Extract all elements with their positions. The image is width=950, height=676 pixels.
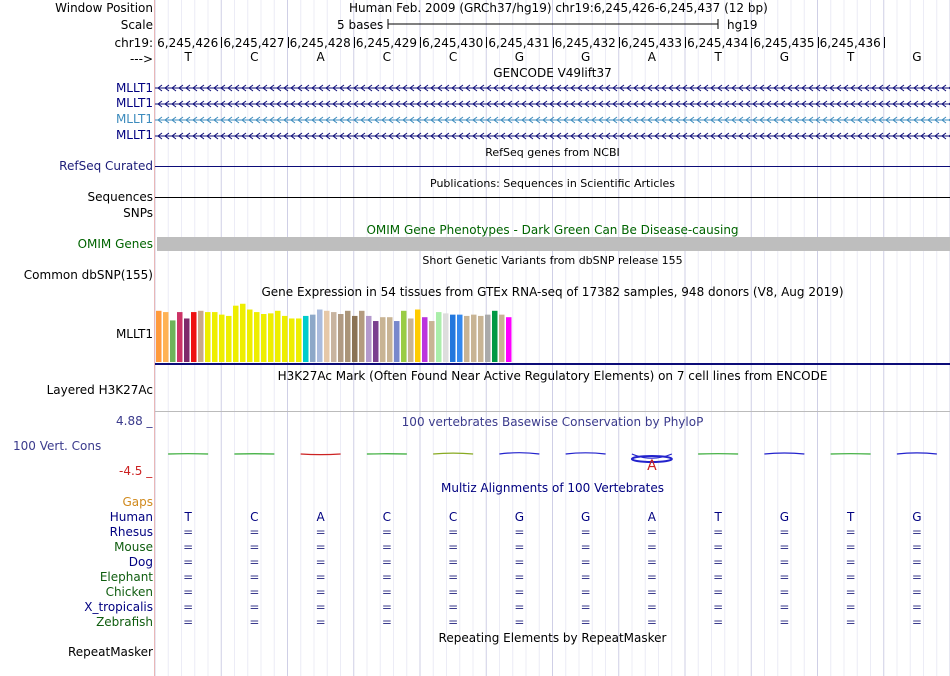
base-letter: A bbox=[316, 50, 325, 64]
gencode-gene-label-2[interactable]: MLLT1 bbox=[115, 96, 153, 110]
gtex-tissue-bar bbox=[443, 313, 449, 362]
gtex-tissue-bar bbox=[324, 311, 330, 362]
gtex-expression-bars[interactable] bbox=[155, 298, 950, 366]
gencode-gene-label-1[interactable]: MLLT1 bbox=[115, 81, 153, 95]
alignment-base: = bbox=[249, 585, 260, 599]
alignment-base: = bbox=[315, 570, 326, 584]
alignment-base: = bbox=[183, 615, 194, 629]
alignment-base: = bbox=[779, 540, 790, 554]
alignment-base: = bbox=[249, 570, 260, 584]
gtex-tissue-bar bbox=[359, 311, 365, 362]
alignment-base: = bbox=[514, 540, 525, 554]
position-tick bbox=[553, 37, 554, 48]
gtex-tissue-bar bbox=[506, 317, 512, 362]
gtex-tissue-bar bbox=[296, 318, 302, 362]
alignment-base: = bbox=[646, 585, 657, 599]
h3k27ac-track-title: H3K27Ac Mark (Often Found Near Active Regulatory Elements) on 7 cell lines from ENCODE bbox=[277, 369, 828, 383]
gencode-gene-label-3[interactable]: MLLT1 bbox=[115, 112, 153, 126]
alignment-base: = bbox=[646, 570, 657, 584]
refseq-gene-line[interactable] bbox=[155, 166, 950, 167]
gtex-tissue-bar bbox=[289, 318, 295, 362]
alignment-base: = bbox=[845, 585, 856, 599]
alignment-base: = bbox=[183, 555, 194, 569]
base-letter: T bbox=[846, 50, 855, 64]
position-tick bbox=[619, 37, 620, 48]
alignment-base: = bbox=[381, 600, 392, 614]
alignment-base: = bbox=[315, 585, 326, 599]
alignment-base: = bbox=[911, 585, 922, 599]
alignment-base: = bbox=[183, 585, 194, 599]
alignment-base: = bbox=[845, 555, 856, 569]
gtex-tissue-bar bbox=[247, 310, 253, 362]
alignment-base: = bbox=[580, 540, 591, 554]
alignment-base: = bbox=[381, 540, 392, 554]
alignment-base: = bbox=[911, 615, 922, 629]
base-letter: G bbox=[514, 50, 525, 64]
alignment-base: = bbox=[713, 540, 724, 554]
alignment-base: = bbox=[779, 615, 790, 629]
position-tick-label: 6,245,434 bbox=[687, 36, 749, 50]
gtex-tissue-bar bbox=[394, 321, 400, 362]
strand-arrow: ---> bbox=[129, 52, 153, 66]
gtex-tissue-bar bbox=[436, 312, 442, 362]
alignment-base: = bbox=[315, 600, 326, 614]
alignment-base: G bbox=[779, 510, 790, 524]
gencode-gene-label-4[interactable]: MLLT1 bbox=[115, 128, 153, 142]
alignment-base: = bbox=[315, 615, 326, 629]
alignment-base: = bbox=[183, 525, 194, 539]
alignment-base: = bbox=[514, 570, 525, 584]
gtex-tissue-bar bbox=[261, 314, 267, 362]
dbsnp-label[interactable]: Common dbSNP(155) bbox=[23, 268, 153, 282]
phylop-score-mark bbox=[301, 454, 341, 455]
position-tick-label: 6,245,429 bbox=[355, 36, 417, 50]
alignment-base: A bbox=[316, 510, 325, 524]
gtex-tissue-bar bbox=[310, 315, 316, 362]
alignment-base: = bbox=[381, 525, 392, 539]
position-tick bbox=[354, 37, 355, 48]
species-label[interactable]: Dog bbox=[128, 555, 153, 569]
species-label[interactable]: Human bbox=[109, 510, 153, 524]
alignment-base: T bbox=[714, 510, 722, 524]
gtex-tissue-bar bbox=[317, 310, 323, 362]
alignment-base: C bbox=[382, 510, 392, 524]
position-tick bbox=[288, 37, 289, 48]
position-tick bbox=[486, 37, 487, 48]
gtex-tissue-bar bbox=[478, 316, 484, 362]
alignment-base: = bbox=[381, 615, 392, 629]
publications-track-title: Publications: Sequences in Scientific Articles bbox=[430, 177, 675, 190]
gtex-tissue-bar bbox=[170, 320, 176, 362]
phylop-glyph-letter: A bbox=[647, 458, 657, 472]
gtex-tissue-bar bbox=[492, 311, 498, 362]
alignment-base: = bbox=[845, 615, 856, 629]
gtex-tissue-bar bbox=[163, 312, 169, 362]
alignment-base: = bbox=[448, 585, 459, 599]
gtex-tissue-bar bbox=[184, 318, 190, 362]
alignment-base: = bbox=[646, 555, 657, 569]
alignment-base: = bbox=[448, 555, 459, 569]
position-tick bbox=[818, 37, 819, 48]
alignment-base: = bbox=[911, 540, 922, 554]
position-tick-label: 6,245,426 bbox=[157, 36, 219, 50]
alignment-base: = bbox=[646, 540, 657, 554]
alignment-base: A bbox=[647, 510, 656, 524]
alignment-base: = bbox=[514, 615, 525, 629]
alignment-base: = bbox=[713, 570, 724, 584]
alignment-base: T bbox=[846, 510, 855, 524]
gtex-tissue-bar bbox=[254, 312, 260, 362]
alignment-base: = bbox=[779, 570, 790, 584]
gaps-label[interactable]: Gaps bbox=[122, 495, 153, 509]
phylop-scores[interactable] bbox=[155, 436, 950, 472]
alignment-base: = bbox=[646, 600, 657, 614]
gtex-gene-label[interactable]: MLLT1 bbox=[115, 327, 153, 341]
alignment-base: = bbox=[448, 615, 459, 629]
alignment-base: = bbox=[315, 540, 326, 554]
alignment-base: T bbox=[184, 510, 192, 524]
alignment-base: = bbox=[845, 600, 856, 614]
window-position-value[interactable]: Human Feb. 2009 (GRCh37/hg19) chr19:6,245,426-6,245,437 (12 bp) bbox=[349, 1, 768, 15]
dbsnp-track-title: Short Genetic Variants from dbSNP release 155 bbox=[422, 254, 683, 267]
phylop-label[interactable]: 100 Vert. Cons bbox=[13, 439, 102, 453]
gencode-track-title: GENCODE V49lift37 bbox=[493, 66, 612, 80]
alignment-base: = bbox=[779, 525, 790, 539]
position-tick-label: 6,245,436 bbox=[819, 36, 881, 50]
gtex-tissue-bar bbox=[366, 316, 372, 362]
alignment-base: = bbox=[249, 615, 260, 629]
refseq-label[interactable]: RefSeq Curated bbox=[59, 159, 153, 173]
scale-label: Scale bbox=[120, 18, 153, 32]
gtex-tissue-bar bbox=[485, 315, 491, 362]
gtex-tissue-bar bbox=[240, 304, 246, 362]
alignment-base: = bbox=[646, 615, 657, 629]
alignment-base: = bbox=[911, 525, 922, 539]
gtex-tissue-bar bbox=[177, 312, 183, 362]
gtex-tissue-bar bbox=[156, 311, 162, 362]
phylop-ymin: -4.5 _ bbox=[119, 464, 153, 478]
alignment-base: = bbox=[845, 525, 856, 539]
alignment-base: = bbox=[580, 525, 591, 539]
alignment-base: = bbox=[249, 540, 260, 554]
alignment-base: = bbox=[713, 525, 724, 539]
species-label[interactable]: Mouse bbox=[114, 540, 153, 554]
alignment-base: = bbox=[845, 540, 856, 554]
gtex-tissue-bar bbox=[303, 316, 309, 362]
gtex-tissue-bar bbox=[422, 317, 428, 362]
gtex-tissue-bar bbox=[212, 312, 218, 362]
alignment-base: = bbox=[779, 585, 790, 599]
alignment-base: = bbox=[448, 600, 459, 614]
phylop-track-title: 100 vertebrates Basewise Conservation by PhyloP bbox=[401, 415, 704, 429]
alignment-base: = bbox=[448, 525, 459, 539]
position-tick-label: 6,245,430 bbox=[422, 36, 484, 50]
alignment-base: G bbox=[580, 510, 591, 524]
alignment-base: = bbox=[315, 525, 326, 539]
alignment-base: = bbox=[315, 555, 326, 569]
base-letter: G bbox=[779, 50, 790, 64]
base-letter: T bbox=[184, 50, 192, 64]
alignment-base: = bbox=[646, 525, 657, 539]
alignment-base: = bbox=[713, 555, 724, 569]
repeatmasker-track-title: Repeating Elements by RepeatMasker bbox=[438, 631, 667, 645]
species-label[interactable]: X_tropicalis bbox=[84, 600, 153, 614]
alignment-base: = bbox=[580, 570, 591, 584]
alignment-base: = bbox=[580, 585, 591, 599]
alignment-base: = bbox=[183, 540, 194, 554]
alignment-base: G bbox=[514, 510, 525, 524]
gtex-tissue-bar bbox=[226, 316, 232, 362]
h3k27ac-label[interactable]: Layered H3K27Ac bbox=[46, 383, 153, 397]
gtex-tissue-bar bbox=[464, 316, 470, 362]
h3k27ac-baseline bbox=[155, 411, 950, 412]
base-letter: C bbox=[250, 50, 259, 64]
gtex-tissue-bar bbox=[415, 310, 421, 362]
alignment-base: G bbox=[912, 510, 922, 524]
alignment-base: = bbox=[911, 570, 922, 584]
position-tick bbox=[420, 37, 421, 48]
phylop-score-mark bbox=[566, 453, 606, 454]
alignment-base: = bbox=[580, 615, 591, 629]
position-tick-label: 6,245,428 bbox=[289, 36, 351, 50]
alignment-base: = bbox=[448, 570, 459, 584]
gtex-track-title: Gene Expression in 54 tissues from GTEx RNA-seq of 17382 samples, 948 donors (V8, Aug 2019) bbox=[261, 285, 844, 299]
base-letter: G bbox=[912, 50, 922, 64]
gtex-tissue-bar bbox=[191, 312, 197, 362]
gtex-tissue-bar bbox=[352, 316, 358, 362]
position-tick-label: 6,245,431 bbox=[488, 36, 550, 50]
alignment-base: = bbox=[779, 555, 790, 569]
position-tick bbox=[884, 37, 885, 48]
phylop-score-mark bbox=[433, 453, 473, 454]
base-letter: G bbox=[580, 50, 591, 64]
phylop-score-mark bbox=[764, 453, 804, 454]
alignment-base: = bbox=[249, 525, 260, 539]
position-tick-label: 6,245,433 bbox=[620, 36, 682, 50]
refseq-track-title: RefSeq genes from NCBI bbox=[485, 146, 620, 159]
alignment-base: C bbox=[250, 510, 259, 524]
species-label[interactable]: Elephant bbox=[99, 570, 153, 584]
alignment-base: = bbox=[779, 600, 790, 614]
gtex-tissue-bar bbox=[205, 312, 211, 362]
base-letter: A bbox=[647, 50, 656, 64]
gtex-tissue-bar bbox=[198, 311, 204, 362]
phylop-score-mark bbox=[897, 453, 937, 454]
gtex-tissue-bar bbox=[345, 311, 351, 362]
alignment-base: = bbox=[381, 585, 392, 599]
window-position-label: Window Position bbox=[55, 1, 153, 15]
chrom-label: chr19: bbox=[114, 36, 153, 50]
gtex-tissue-bar bbox=[282, 316, 288, 362]
alignment-base: = bbox=[183, 570, 194, 584]
alignment-base: = bbox=[580, 600, 591, 614]
species-label[interactable]: Rhesus bbox=[109, 525, 153, 539]
alignment-base: = bbox=[911, 555, 922, 569]
gtex-tissue-bar bbox=[387, 317, 393, 362]
position-tick-label: 6,245,432 bbox=[554, 36, 616, 50]
alignment-base: C bbox=[448, 510, 458, 524]
base-letter: C bbox=[448, 50, 458, 64]
gtex-tissue-bar bbox=[373, 321, 379, 362]
omim-track-title: OMIM Gene Phenotypes - Dark Green Can Be Disease-causing bbox=[366, 223, 739, 237]
repeatmasker-label[interactable]: RepeatMasker bbox=[67, 645, 153, 659]
alignment-base: = bbox=[448, 540, 459, 554]
gtex-tissue-bar bbox=[380, 317, 386, 362]
alignment-base: = bbox=[381, 570, 392, 584]
gtex-tissue-bar bbox=[408, 318, 414, 362]
gtex-tissue-bar bbox=[331, 312, 337, 362]
gtex-tissue-bar bbox=[401, 311, 407, 362]
gtex-tissue-bar bbox=[457, 315, 463, 362]
gtex-tissue-bar bbox=[233, 306, 239, 362]
position-tick-label: 6,245,427 bbox=[223, 36, 285, 50]
species-label[interactable]: Zebrafish bbox=[96, 615, 153, 629]
gtex-tissue-bar bbox=[450, 315, 456, 362]
sequences-label[interactable]: Sequences bbox=[87, 190, 153, 204]
base-letter: T bbox=[714, 50, 722, 64]
alignment-base: = bbox=[249, 600, 260, 614]
position-tick-label: 6,245,435 bbox=[753, 36, 815, 50]
species-label[interactable]: Chicken bbox=[105, 585, 153, 599]
scale-bases: 5 bases bbox=[337, 18, 384, 32]
alignment-base: = bbox=[845, 570, 856, 584]
alignment-base: = bbox=[514, 600, 525, 614]
alignment-base: = bbox=[514, 585, 525, 599]
gtex-tissue-bar bbox=[471, 315, 477, 362]
omim-label[interactable]: OMIM Genes bbox=[77, 237, 153, 251]
gtex-tissue-bar bbox=[429, 321, 435, 362]
alignment-base: = bbox=[713, 585, 724, 599]
phylop-ymax: 4.88 _ bbox=[116, 414, 153, 428]
position-tick bbox=[751, 37, 752, 48]
position-tick bbox=[221, 37, 222, 48]
scale-bar bbox=[386, 17, 722, 31]
alignment-base: = bbox=[713, 600, 724, 614]
gtex-tissue-bar bbox=[499, 315, 505, 362]
base-letter: C bbox=[382, 50, 392, 64]
alignment-base: = bbox=[381, 555, 392, 569]
alignment-base: = bbox=[514, 525, 525, 539]
alignment-base: = bbox=[249, 555, 260, 569]
alignment-base: = bbox=[580, 555, 591, 569]
alignment-base: = bbox=[911, 600, 922, 614]
alignment-base: = bbox=[514, 555, 525, 569]
alignment-base: = bbox=[713, 615, 724, 629]
snps-label[interactable]: SNPs bbox=[123, 206, 153, 220]
gtex-tissue-bar bbox=[268, 313, 274, 362]
gencode-transcripts[interactable] bbox=[155, 80, 950, 144]
gtex-tissue-bar bbox=[219, 315, 225, 362]
gtex-tissue-bar bbox=[275, 311, 281, 362]
alignment-base: = bbox=[183, 600, 194, 614]
publications-line[interactable] bbox=[155, 197, 950, 198]
position-tick bbox=[685, 37, 686, 48]
scale-assembly: hg19 bbox=[727, 18, 758, 32]
gtex-tissue-bar bbox=[338, 314, 344, 362]
omim-phenotype-bar[interactable] bbox=[157, 237, 950, 251]
phylop-score-mark bbox=[499, 453, 539, 454]
multiz-track-title: Multiz Alignments of 100 Vertebrates bbox=[440, 481, 665, 495]
